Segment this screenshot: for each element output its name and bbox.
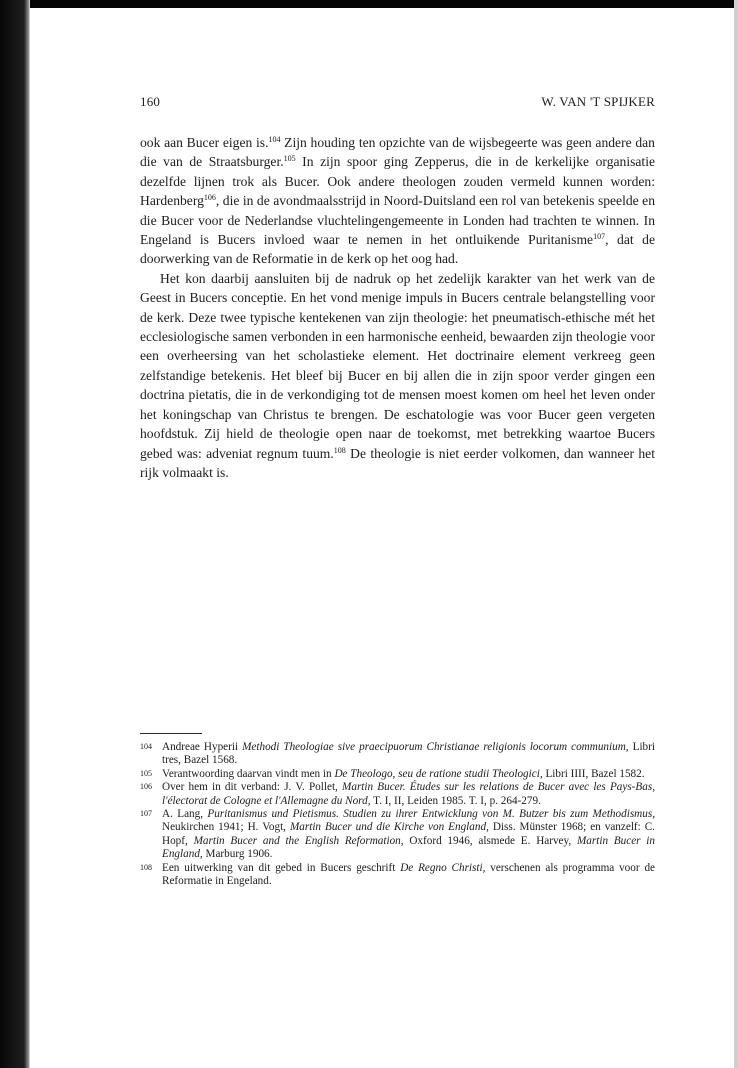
running-title: W. VAN 'T SPIJKER (541, 94, 655, 109)
page-number: 160 (140, 94, 161, 109)
footnote (140, 741, 655, 768)
text-run: T. I, II, Leiden 1985. T. I, p. 264-279. (370, 794, 541, 807)
running-header (140, 94, 655, 114)
text-run: A. Lang, (162, 808, 208, 821)
italic-title: De Regno Christi, (400, 861, 486, 874)
footnotes (140, 741, 655, 888)
text-run: Het kon daarbij aansluiten bij de nadruk op het zedelijk karakter van het werk van de Geest in Bucers conceptie. En het vond menige impuls in Bucers centrale belangstelling voor de kerk. Deze twee typische kentekenen van zijn theologie: het pneumatisch-ethische mét het ecclesiologische samen verbonden in een harmonische eenheid, bewaarden zijn theologie voor een overheersing van het scholastieke element. Het doctrinaire element verkreeg geen zelfstandige betekenis. Het bleef bij Bucer en bij allen die in zijn spoor verder gingen een doctrina pietatis, die in de verkondiging tot de mensen moest komen om heel het leven onder het koningschap van Christus te brengen. De eschatologie was voor Bucer geen vergeten hoofdstuk. Zij hield de theologie open naar de toekomst, met betrekking waartoe Bucers gebed was: adveniat regnum tuum. (140, 270, 655, 461)
text-run: Libri IIII, Bazel 1582. (542, 767, 645, 780)
italic-title: Methodi Theologiae sive praecipuorum Christianae religionis locorum communium, (242, 741, 629, 753)
italic-title: Martin Bucer. Études sur les relations de Bucer avec les Pays-Bas, l'électorat de Cologne et l'Allemagne du Nord, (162, 781, 655, 807)
footnote-separator (140, 733, 202, 734)
text-run: , dat de doorwerking van de Reformatie in de kerk op het oog had. (140, 232, 655, 267)
footnote-marker: 104 (140, 742, 152, 751)
footnote-reference: 106 (203, 193, 216, 203)
scan-left-edge (0, 0, 30, 1068)
italic-title: Puritanismus und Pietismus. Studien zu ihrer Entwicklung von M. Butzer bis zum Methodismus, (207, 808, 655, 821)
italic-title: Martin Bucer and the English Reformation, (193, 834, 404, 847)
footnote-marker: 105 (140, 768, 152, 778)
footnote (140, 768, 655, 781)
footnote-reference: 108 (333, 445, 346, 455)
text-run: Andreae Hyperii (162, 741, 243, 753)
text-run: Libri tres, Bazel 1568. (162, 741, 655, 767)
paragraph (140, 269, 655, 482)
text-run: Over hem in dit verband: J. V. Pollet, (162, 781, 343, 794)
text-run: verschenen als programma voor de Reformatie in Engeland. (162, 861, 655, 888)
text-run: In zijn spoor ging Zepperus, die in de kerkelijke organisatie dezelfde lijnen trok als Bucer. Ook andere theologen zouden vermeld kunnen worden: Hardenberg (140, 154, 656, 209)
text-run: Een uitwerking van dit gebed in Bucers geschrift (162, 861, 401, 874)
page-content (140, 94, 655, 482)
text-run: De theologie is niet eerder volkomen, dan wanneer het rijk volmaakt is. (140, 445, 655, 480)
text-run: ook aan Bucer eigen is. (140, 135, 269, 150)
text-run: , die in de avondmaalsstrijd in Noord-Duitsland een rol van betekenis speelde en die Bucer voor de Nederlandse vluchtelingengemeente in Londen had trachten te winnen. In Engeland is Bucers invloed waar te nemen in het ontluikende Puritanisme (140, 193, 655, 248)
footnote-reference: 104 (268, 135, 281, 144)
scan-top-edge (0, 0, 738, 8)
text-run: Oxford 1946, alsmede E. Harvey, (403, 834, 577, 847)
italic-title: Martin Bucer und die Kirche von England, (289, 821, 489, 834)
text-run: Zijn houding ten opzichte van de wijsbegeerte was geen andere dan die van de Straatsburger. (140, 135, 655, 170)
paragraph (140, 133, 655, 269)
text-run: Marburg 1906. (202, 848, 273, 861)
footnote-reference: 107 (593, 232, 606, 242)
text-run: Diss. Münster 1968; en vanzelf: C. Hopf, (162, 821, 655, 847)
footnote-marker: 107 (140, 809, 152, 819)
footnote-marker: 108 (140, 862, 152, 872)
footnote-reference: 105 (283, 154, 296, 164)
italic-title: De Theologo, seu de ratione studii Theologici, (334, 767, 543, 780)
footnote (140, 781, 655, 808)
scan-right-edge (734, 0, 738, 1068)
body-text (140, 133, 655, 482)
footnote-marker: 106 (140, 782, 152, 792)
footnote (140, 862, 655, 889)
italic-title: Martin Bucer in England, (162, 834, 656, 861)
text-run: Verantwoording daarvan vindt men in (162, 767, 335, 780)
text-run: Neukirchen 1941; H. Vogt, (162, 821, 290, 834)
footnote (140, 808, 655, 862)
